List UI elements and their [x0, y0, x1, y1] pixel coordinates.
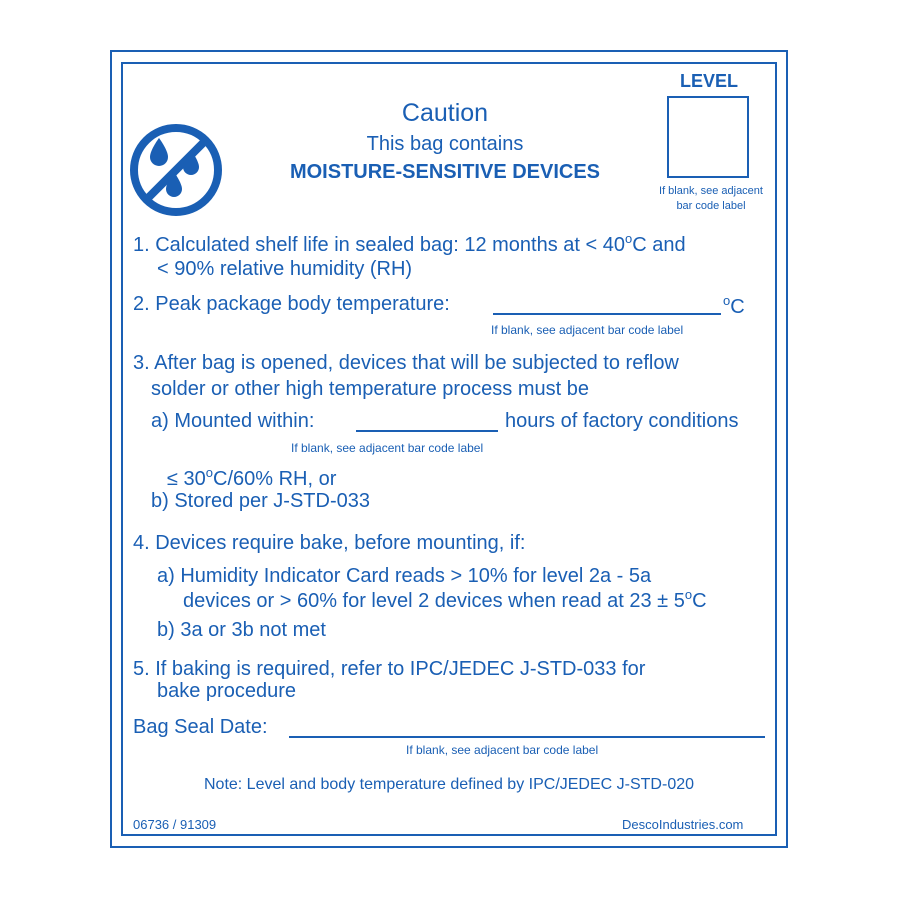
part-code: 06736 / 91309: [133, 817, 217, 832]
item-1-text-a: 1. Calculated shelf life in sealed bag: 12 months at < 40: [133, 234, 625, 256]
peak-temperature-field: [493, 313, 721, 315]
item-1-line-1: [133, 231, 686, 257]
bag-seal-date-field: [289, 736, 765, 738]
item-2-note: If blank, see adjacent bar code label: [491, 323, 684, 337]
level-note-line1: If blank, see adjacent: [659, 185, 763, 197]
level-label: LEVEL: [679, 71, 738, 91]
item-4b: b) 3a or 3b not met: [157, 619, 326, 641]
item-3-line-1: 3. After bag is opened, devices that will be subjected to reflow: [133, 352, 679, 374]
item-4a-text-b: C: [692, 590, 707, 612]
item-4a-line-1: a) Humidity Indicator Card reads > 10% for level 2a - 5a: [157, 565, 652, 587]
item-3a-condition: [167, 465, 336, 491]
item-5-line-1: 5. If baking is required, refer to IPC/JEDEC J-STD-033 for: [133, 658, 646, 680]
item-1-text-b: C and: [632, 234, 686, 256]
item-3-line-2: solder or other high temperature process must be: [151, 378, 589, 400]
level-note-line2: bar code label: [676, 200, 746, 212]
website-text: DescoIndustries.com: [622, 817, 744, 832]
celsius-unit: C: [730, 296, 745, 318]
degree-mark: o: [624, 231, 633, 246]
item-3a-suffix: hours of factory conditions: [505, 410, 739, 432]
item-3b: b) Stored per J-STD-033: [151, 490, 370, 512]
mounting-hours-field: [356, 430, 498, 432]
bag-seal-date-note: If blank, see adjacent bar code label: [406, 743, 599, 757]
caution-heading: Caution: [401, 99, 489, 127]
no-moisture-icon: [126, 120, 226, 220]
bag-seal-date-label: Bag Seal Date:: [133, 716, 268, 738]
degree-mark: o: [684, 587, 693, 602]
item-4a-line-2: [183, 587, 707, 613]
degree-mark: o: [205, 465, 214, 480]
item-3a-label: a) Mounted within:: [151, 410, 315, 432]
item-4-line-1: 4. Devices require bake, before mounting, if:: [133, 532, 526, 554]
item-2-label: 2. Peak package body temperature:: [133, 293, 450, 315]
degree-mark: o: [723, 293, 731, 308]
label-title: MOISTURE-SENSITIVE DEVICES: [289, 161, 601, 183]
item-3a-note: If blank, see adjacent bar code label: [291, 441, 484, 455]
level-box: [667, 96, 749, 178]
bag-contains-text: This bag contains: [366, 133, 524, 155]
definition-note: Note: Level and body temperature defined by IPC/JEDEC J-STD-020: [203, 776, 695, 793]
condition-text-a: ≤ 30: [167, 468, 206, 490]
level-note: [640, 184, 782, 214]
item-1-line-2: < 90% relative humidity (RH): [157, 258, 413, 280]
item-5-line-2: bake procedure: [157, 680, 296, 702]
condition-text-b: C/60% RH, or: [213, 468, 337, 490]
item-2-unit: [723, 293, 745, 319]
item-4a-text-a: devices or > 60% for level 2 devices when read at 23 ± 5: [183, 590, 685, 612]
